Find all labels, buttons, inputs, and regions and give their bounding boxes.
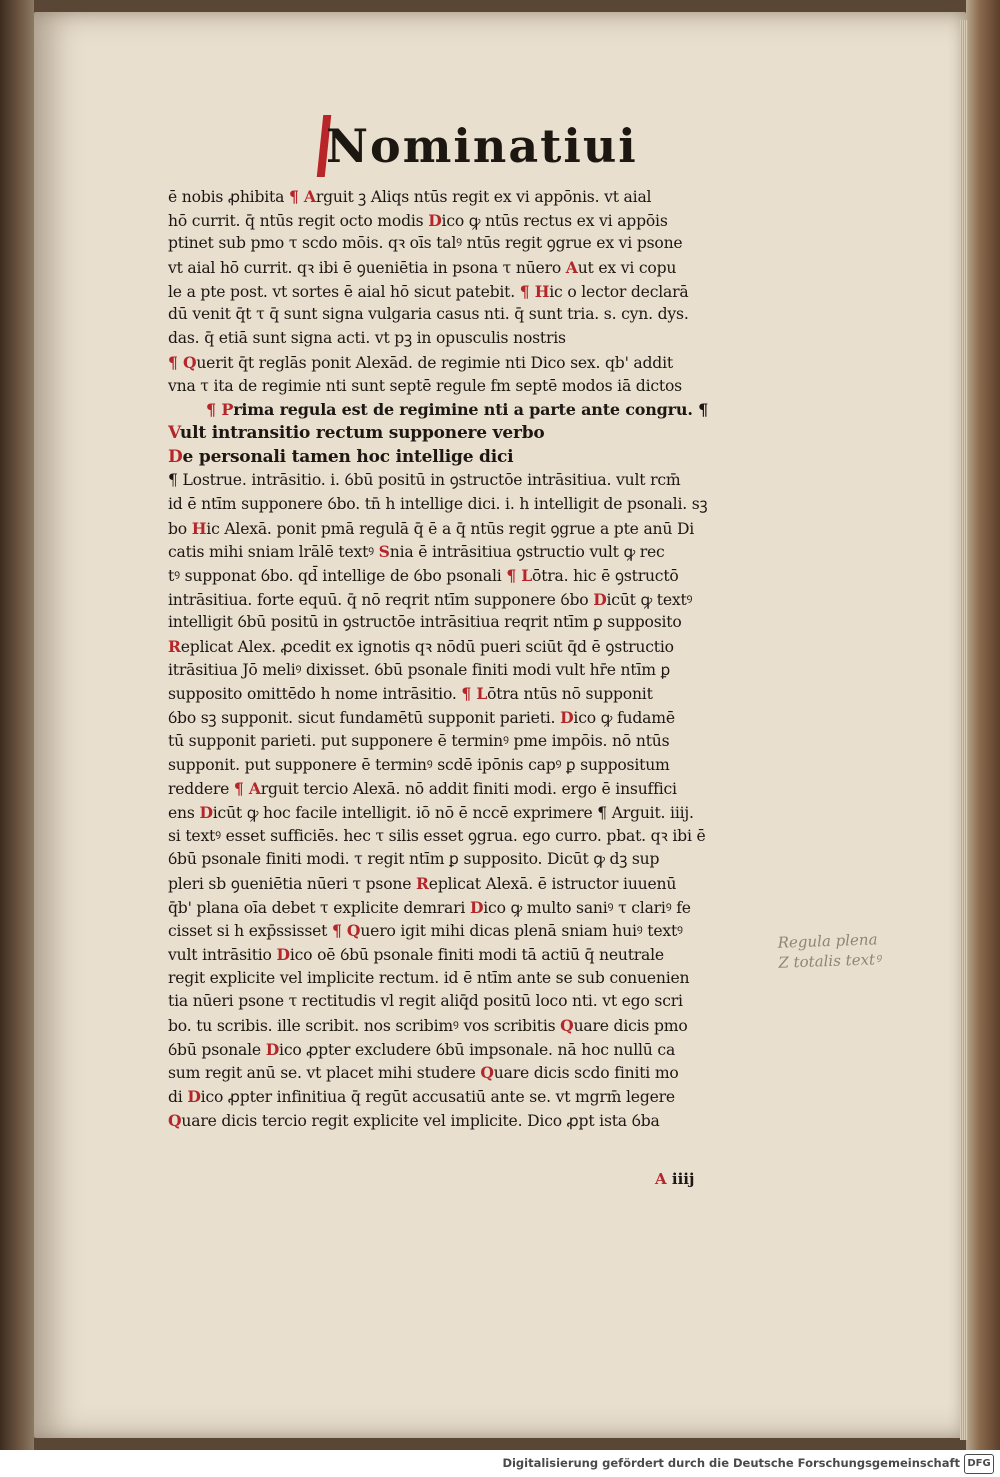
rubric-mark: ¶ A [233, 779, 261, 799]
text-line: das. q̄ etiā sunt signa acti. vt pꝫ in opusculis nostris [168, 329, 566, 348]
book-binding-left [0, 0, 34, 1450]
text-line: id ē ntīm supponere ỽbo. tn̄ h intellige dici. i. h intelligit de psonali. sꝫ [168, 494, 708, 513]
rubric-mark: A [565, 258, 578, 278]
rubric-mark: V [168, 422, 180, 443]
text-line: di Dico ꝓpter infinitiua q̄ regūt accusatiū ante se. vt mgrm̄ legere [168, 1087, 675, 1107]
text-block [168, 185, 770, 1133]
text-line: bo Hic Alexā. ponit pmā regulā q̄ ē a q̄ ntūs regit ꝯgrue a pte anū Di [168, 518, 695, 538]
text-line: hō currit. q̄ ntūs regit octo modis Dico ꝙ ntūs rectus ex vi appōis [168, 210, 668, 230]
text-line: pleri sb ꝯueniētia nūeri τ psone Replicat Alexā. ē istructor iuuenū [168, 873, 677, 893]
text-line: regit explicite vel implicite rectum. id ē ntīm ante se sub conuenien [168, 968, 690, 987]
rubric-mark: H [191, 518, 207, 538]
text-line: bo. tu scribis. ille scribit. nos scribimꝰ vos scribitis Quare dicis pmo [168, 1016, 688, 1036]
rubric-mark: D [428, 210, 442, 230]
text-line: Vult intransitio rectum supponere verbo [168, 422, 545, 443]
rubric-mark: ¶ L [506, 566, 533, 585]
text-line: ē nobis ꝓhibita ¶ Arguit ꝫ Aliqs ntūs regit ex vi appōnis. vt aial [168, 187, 652, 206]
rubric-mark: ¶ P [206, 400, 234, 420]
rubric-mark: ¶ Q [168, 352, 197, 372]
text-line: ¶ Querit q̄t reglās ponit Alexād. de regimie nti Dico sex. qb' addit [168, 352, 673, 372]
book-binding-right [966, 0, 1000, 1450]
rubric-mark: ¶ H [519, 281, 550, 301]
page-stack-edge [960, 20, 968, 1440]
text-line: ¶ Prima regula est de regimine nti a parte ante congru. ¶ [206, 400, 709, 420]
text-line: tꝰ supponat ỽbo. qd̄ intellige de ỽbo psonali ¶ Lōtra. hic ē ꝯstructō [168, 566, 679, 585]
page-title: Nominatiui [326, 119, 638, 173]
text-line: supposito omittēdo h nome intrāsitio. ¶ Lōtra ntūs nō supponit [168, 684, 653, 704]
rubric-mark: R [416, 873, 429, 893]
rubric-mark: Q [480, 1063, 494, 1083]
footer-bar [0, 1450, 1000, 1477]
marginal-note [777, 927, 938, 973]
text-line: catis mihi sniam lrālē textꝰ Snia ē intrāsitiua ꝯstructio vult ꝙ rec [168, 542, 665, 562]
rubric-mark: D [265, 1039, 280, 1059]
text-line: vna τ ita de regimie nti sunt septē regule fm septē modos iā dictos [168, 376, 682, 395]
text-line: le a pte post. vt sortes ē aial hō sicut patebit. ¶ Hic o lector declarā [168, 281, 689, 301]
text-line: tū supponit parieti. put supponere ē terminꝰ pme impōis. nō ntūs [168, 731, 670, 750]
rubric-mark: D [187, 1087, 201, 1107]
marginal-note-line: Regula plena [777, 930, 878, 952]
text-line: De personali tamen hoc intellige dici [168, 446, 514, 467]
rubric-mark: D [560, 708, 574, 728]
signature-letter: A [655, 1170, 667, 1188]
footer-credit: Digitalisierung gefördert durch die Deutsche Forschungsgemeinschaft [502, 1456, 960, 1470]
text-line: ỽbū psonale finiti modi. τ regit ntīm ꝑ supposito. Dicūt ꝙ dꝫ sup [168, 850, 660, 869]
text-line: ỽbo sꝫ supponit. sicut fundamētū supponit parieti. Dico ꝙ fudamē [168, 708, 675, 728]
text-line: sum regit anū se. vt placet mihi studere Quare dicis scdo finiti mo [168, 1063, 679, 1083]
marginal-note-line: Z totalis textꝰ [778, 950, 882, 972]
text-line: ¶ Lostrue. intrāsitio. i. ỽbū positū in ꝯstructōe intrāsitiua. vult rcm̄ [168, 471, 681, 490]
rubric-mark: D [469, 897, 484, 917]
rubric-mark: S [378, 542, 390, 562]
text-line: dū venit q̄t τ q̄ sunt signa vulgaria casus nti. q̄ sunt tria. s. cyn. dys. [168, 305, 689, 324]
text-line: intrāsitiua. forte equū. q̄ nō reqrit ntīm supponere ỽbo Dicūt ꝙ textꝰ [168, 589, 693, 609]
text-line: q̄b' plana oīa debet τ explicite demrari Dico ꝙ multo saniꝰ τ clariꝰ fe [168, 897, 691, 917]
page-header [320, 115, 638, 185]
rubric-mark: Q [168, 1110, 182, 1130]
rubric-mark: ¶ L [461, 684, 488, 704]
rubric-mark: ¶ Q [331, 921, 361, 941]
text-line: tia nūeri psone τ rectitudis vl regit aliq̄d positū loco nti. vt ego scri [168, 992, 683, 1011]
rubric-mark: D [276, 945, 290, 964]
text-line: itrāsitiua Jō meliꝰ dixisset. ỽbū psonale finiti modi vult hr̄e ntīm ꝑ [168, 660, 670, 679]
dfg-logo: DFG [964, 1454, 994, 1474]
text-line: si textꝰ esset sufficiēs. hec τ silis esset ꝯgrua. ego curro. pbat. qꝛ ibi ē [168, 826, 706, 845]
rubric-mark: ¶ A [288, 187, 316, 206]
text-line: Replicat Alex. ꝓcedit ex ignotis qꝛ nōdū pueri sciūt q̄d ē ꝯstructio [168, 637, 674, 657]
text-line: ens Dicūt ꝙ hoc facile intelligit. iō nō ē nccē exprimere ¶ Arguit. iiij. [168, 802, 694, 822]
text-line: vt aial hō currit. qꝛ ibi ē ꝯueniētia in psona τ nūero Aut ex vi copu [168, 258, 677, 278]
rubric-mark: D [593, 589, 607, 609]
text-line: cisset si h exp̄ssisset ¶ Quero igit mihi dicas plenā sniam huiꝰ textꝰ [168, 921, 683, 941]
text-line: reddere ¶ Arguit tercio Alexā. nō addit finiti modi. ergo ē insuffici [168, 779, 677, 799]
text-line: intelligit ỽbū positū in ꝯstructōe intrāsitiua reqrit ntīm ꝑ supposito [168, 613, 682, 632]
rubric-mark: Q [560, 1016, 574, 1036]
signature-mark [655, 1170, 694, 1188]
signature-number: iiij [671, 1170, 695, 1188]
text-line: supponit. put supponere ē terminꝰ scdē ipōnis capꝰ ꝑ suppositum [168, 755, 670, 774]
rubric-mark: R [168, 637, 181, 657]
rubric-mark: D [199, 802, 213, 822]
rubric-mark: D [168, 446, 183, 467]
text-line: Quare dicis tercio regit explicite vel implicite. Dico ꝓpt ista ỽba [168, 1110, 660, 1130]
text-line: ỽbū psonale Dico ꝓpter excludere ỽbū impsonale. nā hoc nullū ca [168, 1039, 676, 1059]
text-line: ptinet sub pmo τ scdo mōis. qꝛ oīs talꝰ ntūs regit ꝯgrue ex vi psone [168, 234, 683, 253]
text-line: vult intrāsitio Dico oē ỽbū psonale finiti modi tā actiū q̄ neutrale [168, 945, 664, 964]
